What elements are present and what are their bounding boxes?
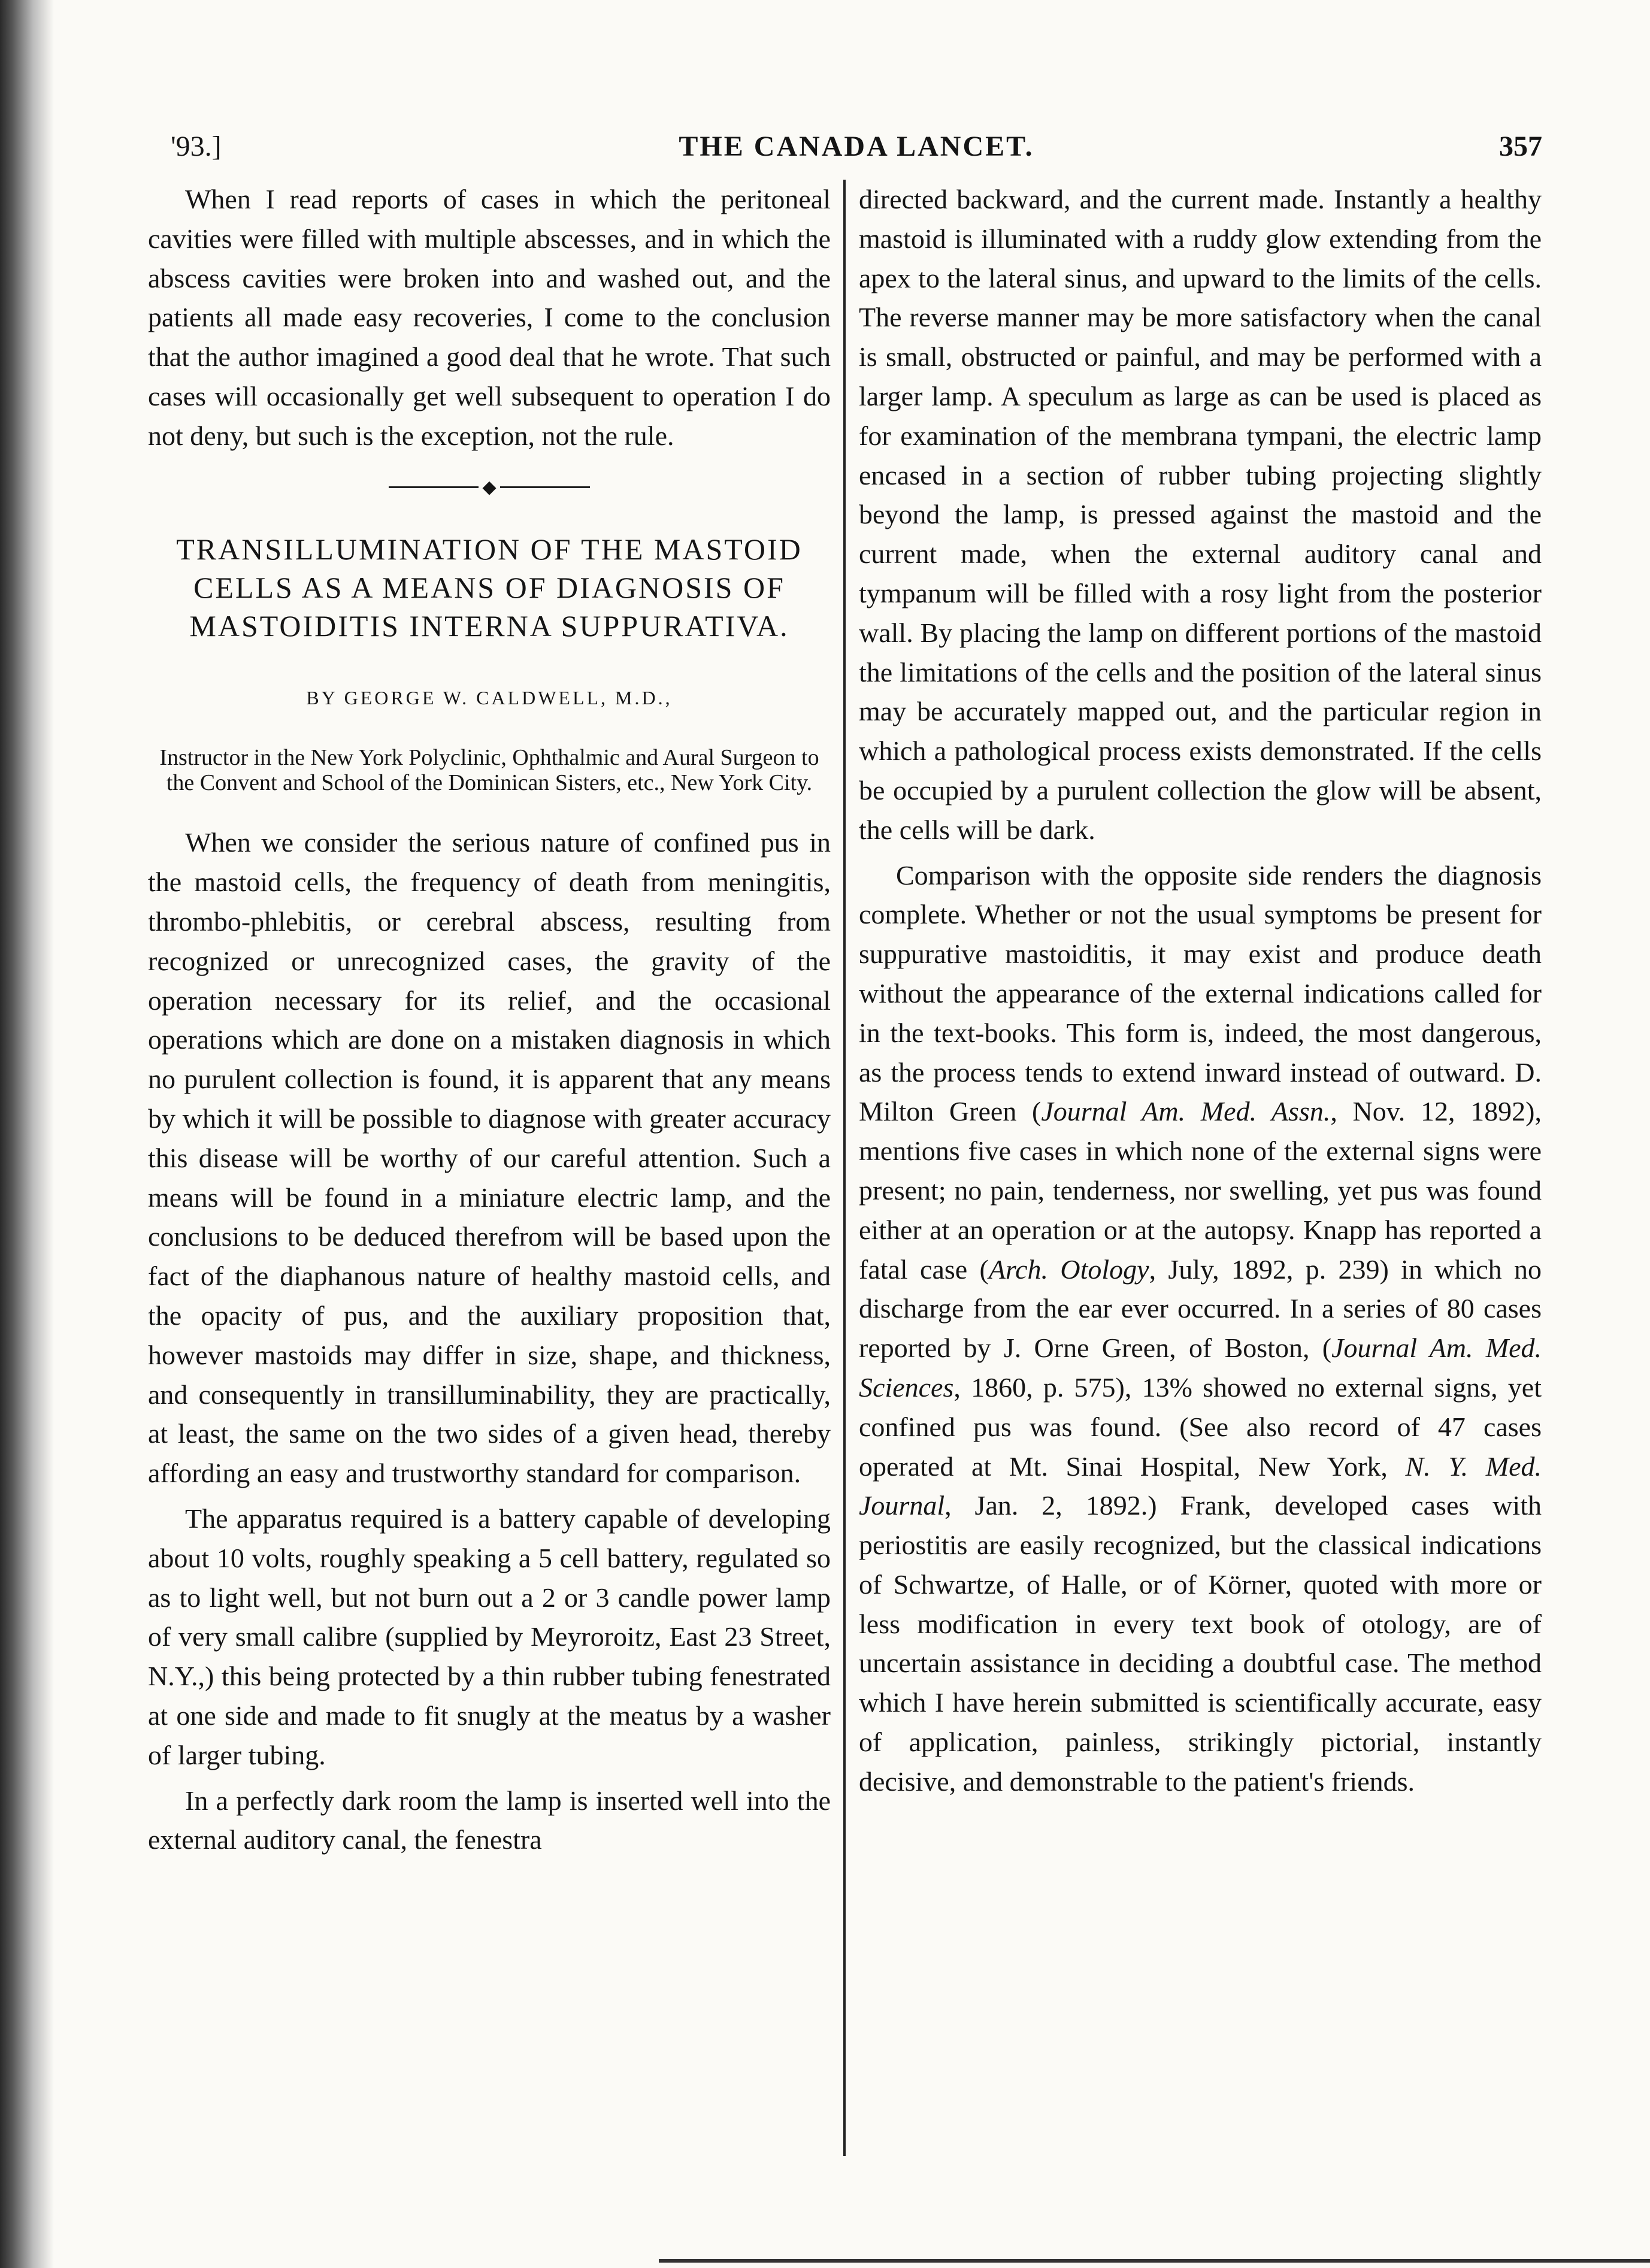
header-page-number: 357	[1499, 131, 1542, 162]
citation-ny-med-journal: N. Y. Med. Journal	[859, 1451, 1542, 1521]
text-run: , July, 1892, p. 239) in which no discharge from the ear ever occurred. In a series of 80 cases reported by J. Orne Green, of Boston, (	[859, 1253, 1542, 1364]
text-run: , Nov. 12, 1892), mentions five cases in which none of the external signs were present; no pain, tenderness, nor swelling, yet pus was found either at an operation or at the autopsy. Knapp has reported a fatal case (	[859, 1096, 1542, 1285]
text-run: Comparison with the opposite side renders the diagnosis complete. Whether or not the usual symptoms be present for suppurative mastoiditis, it may exist and produce death without the appearance of the external indications called for in the text-books. This form is, indeed, the most dangerous, as the process tends to extend inward instead of outward. D. Milton Green (	[859, 859, 1542, 1127]
intro-paragraph: When I read reports of cases in which the peritoneal cavities were filled with multiple abscesses, and in which the abscess cavities were broken into and washed out, and the patients all made easy recoveries, I come to the conclusion that the author imagined a good deal that he wrote. That such cases will occasionally get well subsequent to operation I do not deny, but such is the exception, not the rule.	[148, 184, 831, 451]
book-binding-shadow	[0, 0, 54, 2268]
page-bottom-edge	[659, 2259, 1650, 2263]
body-paragraph-1: When we consider the serious nature of confined pus in the mastoid cells, the frequency of death from meningitis, thrombo-phlebitis, or cerebral abscess, resulting from recognized or unrecognized cases, the gravity of the operation necessary for its relief, and the occasional operations which are done on a mistaken diagnosis in which no purulent collection is found, it is apparent that any means by which it will be possible to diagnose with greater accuracy this disease will be worthy of our careful attention. Such a means will be found in a miniature electric lamp, and the conclusions to be deduced therefrom will be based upon the fact of the diaphanous nature of healthy mastoid cells, and the opacity of pus, and the auxiliary proposition that, however mastoids may differ in size, shape, and thickness, and consequently in transilluminability, they are practically, at least, the same on the two sides of a given head, thereby affording an easy and trustworthy standard for comparison.	[148, 827, 831, 1489]
article-byline: BY GEORGE W. CALDWELL, M.D.,	[306, 686, 673, 708]
left-column	[148, 180, 831, 1860]
ornament-diamond-icon: ◆	[482, 477, 496, 497]
citation-arch-otology: Arch. Otology	[988, 1253, 1149, 1285]
body-paragraph-2: The apparatus required is a battery capable of developing about 10 volts, roughly speaking a 5 cell battery, regulated so as to light well, but not burn out a 2 or 3 candle power lamp of very small calibre (supplied by Meyroroitz, East 23 Street, N.Y.,) this being protected by a thin rubber tubing fenestrated at one side and made to fit snugly at the meatus by a washer of larger tubing.	[148, 1503, 831, 1770]
ornament-line-left	[389, 486, 479, 488]
header-journal-title: THE CANADA LANCET.	[679, 131, 1034, 162]
comparison-paragraph	[859, 856, 1542, 1801]
ornament-line-right	[500, 486, 590, 488]
section-ornament	[148, 479, 831, 496]
text-run: , 1860, p. 575), 13% showed no external signs, yet confined pus was found. (See also record of 47 cases operated at Mt. Sinai Hospital, New York,	[859, 1371, 1542, 1482]
continued-paragraph: directed backward, and the current made. Instantly a healthy mastoid is illuminated with a ruddy glow extending from the apex to the lateral sinus, and upward to the limits of the cells. The reverse manner may be more satisfactory when the canal is small, obstructed or painful, and may be performed with a larger lamp. A speculum as large as can be used is placed as for examination of the membrana tympani, the electric lamp encased in a section of rubber tubing projecting slightly beyond the lamp, is pressed against the mastoid and the current made, when the external auditory canal and tympanum will be filled with a rosy light from the posterior wall. By placing the lamp on different portions of the mastoid the limitations of the cells and the position of the lateral sinus may be accurately mapped out, and the particular region in which a pathological process exists demonstrated. If the cells be occupied by a purulent collection the glow will be absent, the cells will be dark.	[859, 184, 1542, 845]
column-divider	[843, 180, 846, 2156]
article-title: TRANSILLUMINATION OF THE MASTOID CELLS AS A MEANS OF DIAGNOSIS OF MASTOIDITIS INTERNA SUPPURATIVA.	[176, 532, 803, 643]
author-affiliation: Instructor in the New York Polyclinic, Ophthalmic and Aural Surgeon to the Convent and School of the Dominican Sisters, etc., New York City.	[159, 745, 819, 796]
running-header	[171, 123, 1542, 171]
citation-journal-am-med-sciences: Journal Am. Med. Sciences	[859, 1333, 1542, 1403]
text-run: , Jan. 2, 1892.) Frank, developed cases with periostitis are easily recognized, but the classical indications of Schwartze, of Halle, or of Körner, quoted with more or less modification in every text book of otology, are of uncertain assistance in deciding a doubtful case. The method which I have herein submitted is scientifically accurate, easy of application, painless, strikingly pictorial, instantly decisive, and demonstrable to the patient's friends.	[859, 1490, 1542, 1797]
citation-journal-am-med-assn: Journal Am. Med. Assn.	[1041, 1096, 1331, 1127]
body-paragraph-3: In a perfectly dark room the lamp is inserted well into the external auditory canal, the fenestra	[148, 1785, 831, 1855]
header-volume: '93.]	[171, 131, 222, 162]
right-column	[859, 180, 1542, 1801]
